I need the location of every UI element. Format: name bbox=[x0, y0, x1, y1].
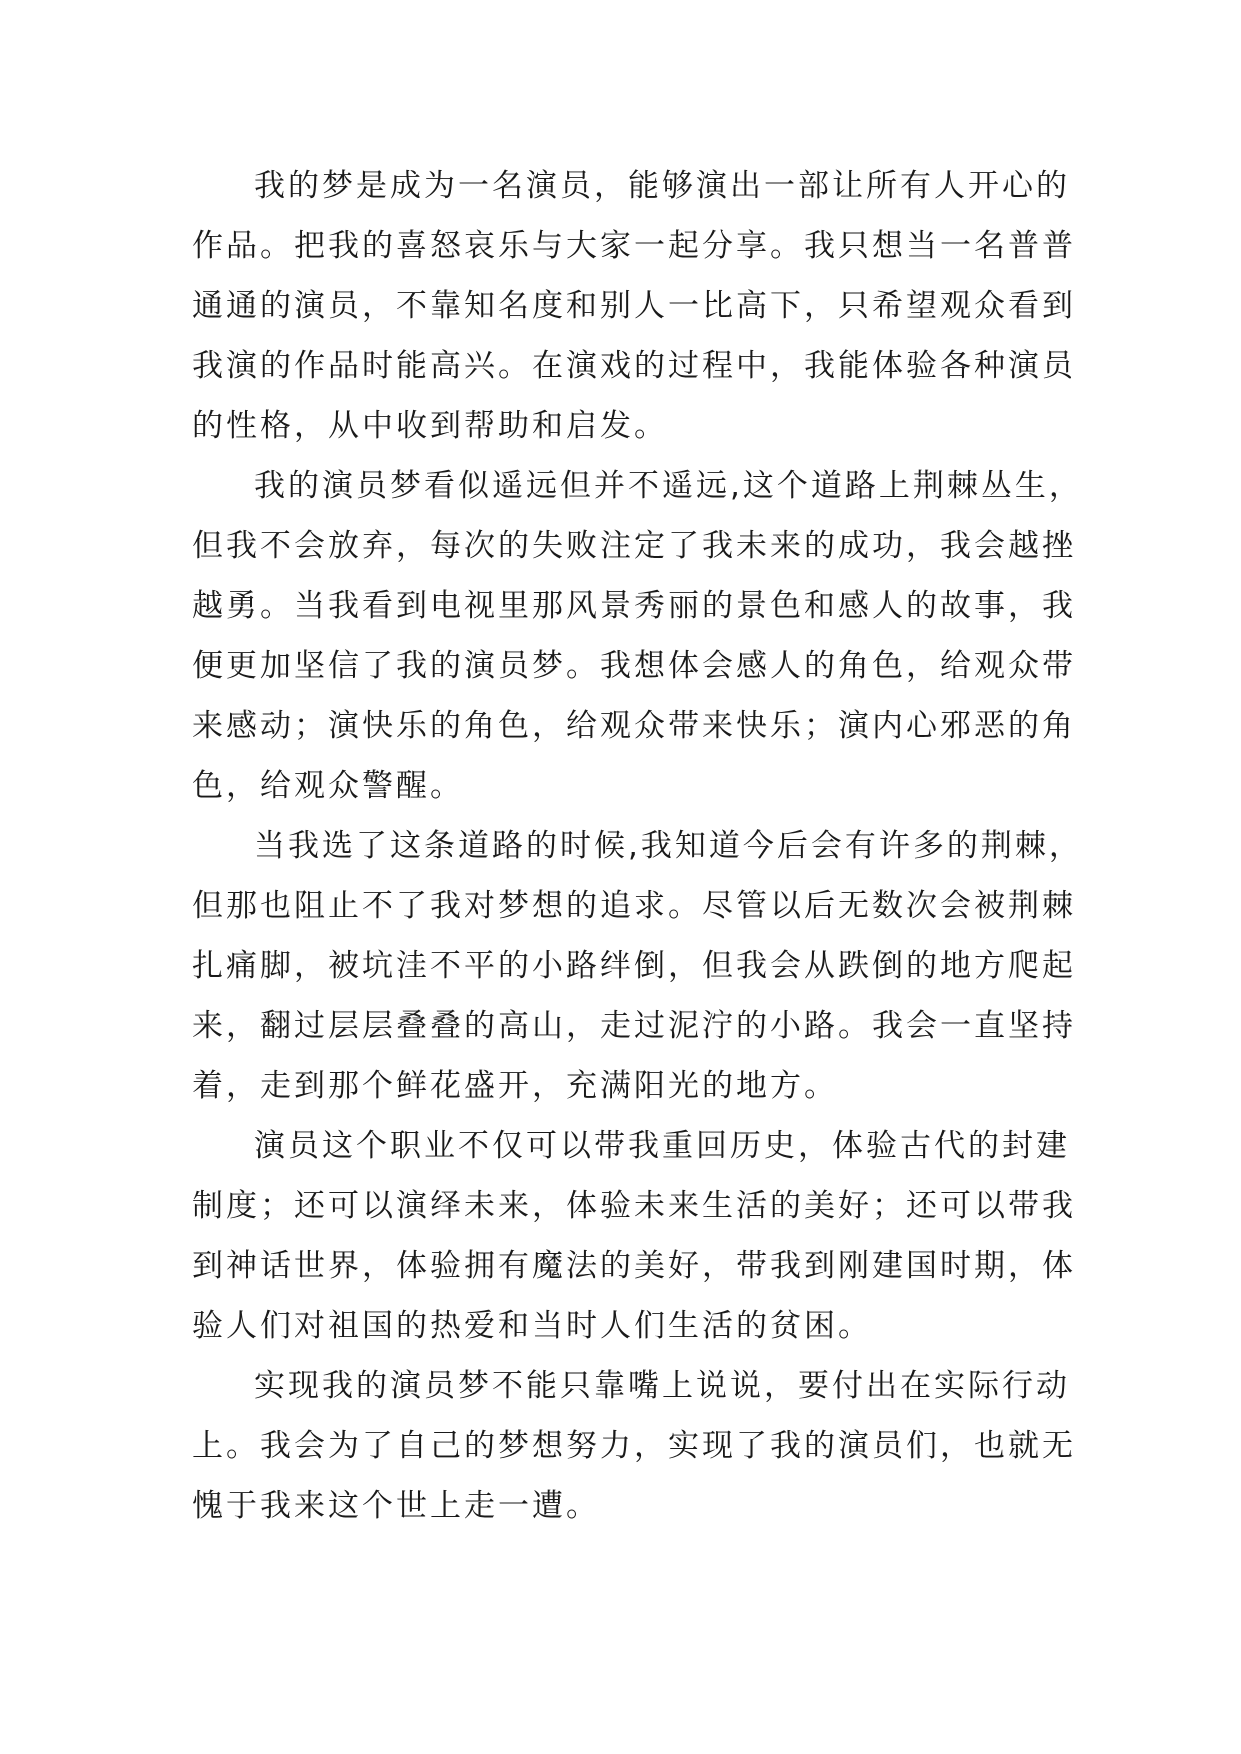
paragraph-line: 但那也阻止不了我对梦想的追求。尽管以后无数次会被荆棘 bbox=[192, 888, 1076, 924]
paragraph-line: 扎痛脚，被坑洼不平的小路绊倒，但我会从跌倒的地方爬起 bbox=[192, 948, 1076, 984]
paragraph-3 bbox=[192, 816, 1083, 1116]
paragraph-line: 作品。把我的喜怒哀乐与大家一起分享。我只想当一名普普 bbox=[192, 228, 1076, 264]
paragraph-line: 便更加坚信了我的演员梦。我想体会感人的角色，给观众带 bbox=[192, 648, 1076, 684]
paragraph-line: 我的梦是成为一名演员，能够演出一部让所有人开心的 bbox=[254, 168, 1070, 204]
paragraph-line: 的性格，从中收到帮助和启发。 bbox=[192, 408, 668, 444]
paragraph-2 bbox=[192, 456, 1083, 816]
paragraph-line: 通通的演员，不靠知名度和别人一比高下，只希望观众看到 bbox=[192, 288, 1076, 324]
paragraph-line: 当我选了这条道路的时候,我知道今后会有许多的荆棘， bbox=[254, 828, 1083, 864]
paragraph-4 bbox=[192, 1116, 1076, 1356]
paragraph-line: 上。我会为了自己的梦想努力，实现了我的演员们，也就无 bbox=[192, 1428, 1076, 1464]
paragraph-line: 我的演员梦看似遥远但并不遥远,这个道路上荆棘丛生， bbox=[254, 468, 1083, 504]
paragraph-5 bbox=[192, 1356, 1076, 1536]
document-body bbox=[192, 156, 1083, 1536]
paragraph-line: 制度；还可以演绎未来，体验未来生活的美好；还可以带我 bbox=[192, 1188, 1076, 1224]
paragraph-1 bbox=[192, 156, 1076, 456]
paragraph-line: 着，走到那个鲜花盛开，充满阳光的地方。 bbox=[192, 1068, 838, 1104]
paragraph-line: 我演的作品时能高兴。在演戏的过程中，我能体验各种演员 bbox=[192, 348, 1076, 384]
paragraph-line: 但我不会放弃，每次的失败注定了我未来的成功，我会越挫 bbox=[192, 528, 1076, 564]
paragraph-line: 愧于我来这个世上走一遭。 bbox=[192, 1488, 600, 1524]
paragraph-line: 来，翻过层层叠叠的高山，走过泥泞的小路。我会一直坚持 bbox=[192, 1008, 1076, 1044]
paragraph-line: 来感动；演快乐的角色，给观众带来快乐；演内心邪恶的角 bbox=[192, 708, 1076, 744]
paragraph-line: 实现我的演员梦不能只靠嘴上说说，要付出在实际行动 bbox=[254, 1368, 1070, 1404]
paragraph-line: 色，给观众警醒。 bbox=[192, 768, 464, 804]
paragraph-line: 验人们对祖国的热爱和当时人们生活的贫困。 bbox=[192, 1308, 872, 1344]
paragraph-line: 到神话世界，体验拥有魔法的美好，带我到刚建国时期，体 bbox=[192, 1248, 1076, 1284]
paragraph-line: 演员这个职业不仅可以带我重回历史，体验古代的封建 bbox=[254, 1128, 1070, 1164]
paragraph-line: 越勇。当我看到电视里那风景秀丽的景色和感人的故事，我 bbox=[192, 588, 1076, 624]
